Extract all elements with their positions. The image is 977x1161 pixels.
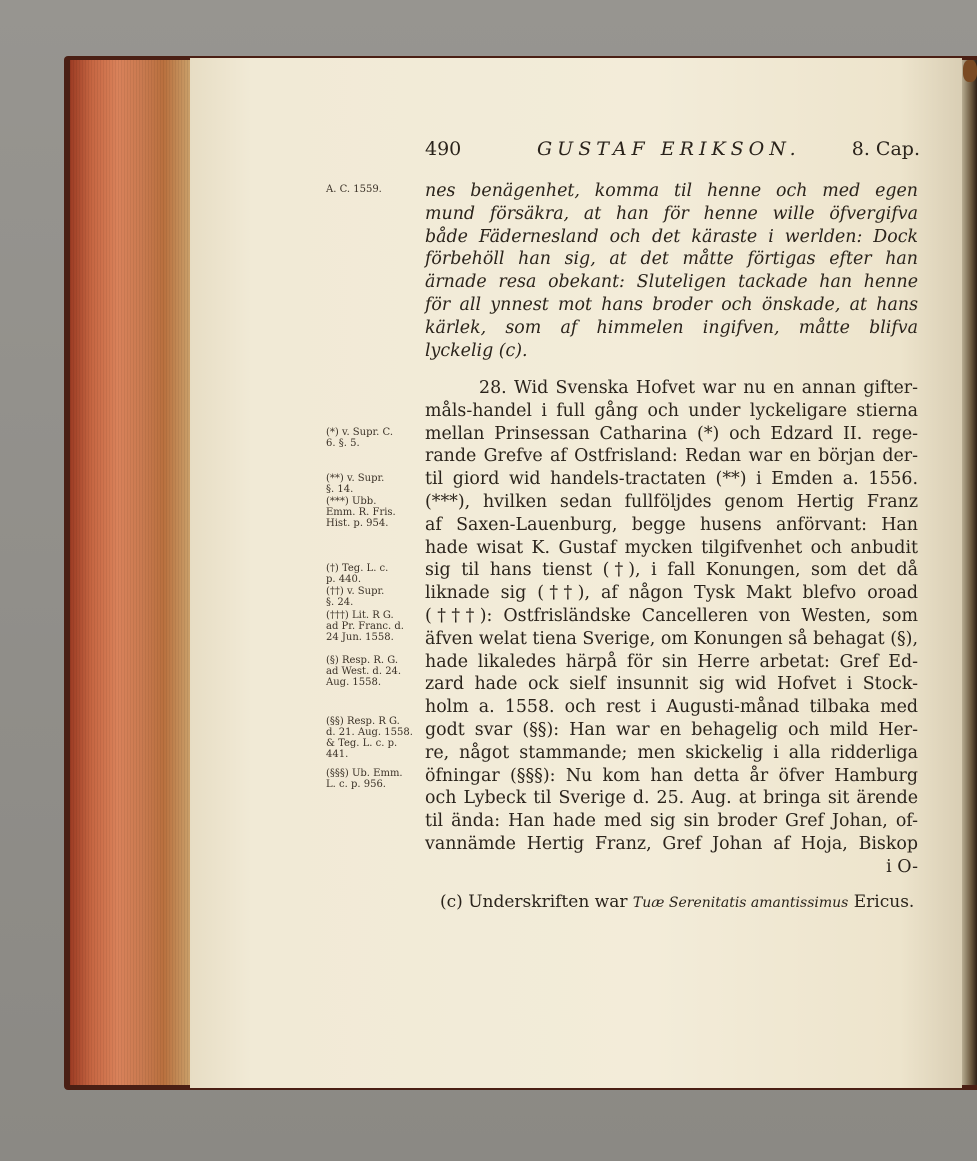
text-line: mellan Prinsessan Catharina (*) och Edzard II. rege- xyxy=(425,423,918,444)
page-number: 490 xyxy=(425,138,462,160)
paragraph-italic xyxy=(425,180,918,362)
margin-note: (†††) Lit. R G. ad Pr. Franc. d. 24 Jun. 1558. xyxy=(326,610,404,643)
chapter-label: 8. Cap. xyxy=(851,138,920,160)
margin-note: (††) v. Supr. §. 24. xyxy=(326,586,385,608)
footnote xyxy=(440,892,920,912)
clasp-mark xyxy=(963,60,977,82)
text-line: zard hade ock sielf insunnit sig wid Hofvet i Stock- xyxy=(425,674,918,695)
text-line: (†††): Ostfrisländske Cancelleren von Westen, som xyxy=(425,605,918,626)
footnote-text: Underskriften war xyxy=(468,892,628,912)
text-line: til giord wid handels-tractaten (**) i Emden a. 1556. xyxy=(425,469,918,490)
footnote-signature: Ericus. xyxy=(853,892,915,912)
text-line: 28. Wid Svenska Hofvet war nu en annan gifter- xyxy=(479,378,918,398)
page-header xyxy=(425,138,920,164)
text-line: måls-handel i full gång och under lyckeligare stierna xyxy=(425,400,918,421)
text-line: godt svar (§§): Han war en behagelig och mild Her- xyxy=(425,719,918,740)
margin-note: (**) v. Supr. §. 14. xyxy=(326,473,385,495)
margin-note: (***) Ubb. Emm. R. Fris. Hist. p. 954. xyxy=(326,496,396,529)
text-line: förbehöll han sig, at det måtte förtigas efter han xyxy=(425,249,918,270)
margin-note: (§§) Resp. R G. d. 21. Aug. 1558. & Teg. L. c. p. 441. xyxy=(326,716,413,760)
text-line: hade likaledes härpå för sin Herre arbetat: Gref Ed- xyxy=(425,651,918,672)
margin-note: (§§§) Ub. Emm. L. c. p. 956. xyxy=(326,768,403,790)
text-line: re, något stammande; men skickelig i alla ridderliga xyxy=(425,742,918,763)
page-edges xyxy=(70,60,190,1085)
text-line: kärlek, som af himmelen ingifven, måtte blifva xyxy=(425,317,918,338)
text-line: ärnade resa obekant: Sluteligen tackade han henne xyxy=(425,272,918,293)
paragraph-28 xyxy=(425,377,918,879)
margin-note: (†) Teg. L. c. p. 440. xyxy=(326,563,389,585)
text-line: öfningar (§§§): Nu kom han detta år öfver Hamburg xyxy=(425,765,918,786)
facing-page-edge xyxy=(962,60,977,1085)
margin-note: (§) Resp. R. G. ad West. d. 24. Aug. 1558. xyxy=(326,655,402,688)
text-line: vannämde Hertig Franz, Gref Johan af Hoja, Biskop xyxy=(425,833,918,854)
text-line: mund försäkra, at han för henne wille öfvergifva xyxy=(425,203,918,224)
text-line: af Saxen-Lauenburg, begge husens anförvant: Han xyxy=(425,514,918,535)
text-line: både Fädernesland och det käraste i werlden: Dock xyxy=(425,226,918,247)
catchword: i O- xyxy=(886,856,918,877)
text-line: äfven welat tiena Sverige, om Konungen så behagat (§), xyxy=(425,628,918,649)
footnote-mark: (c) xyxy=(440,892,463,912)
text-line: nes benägenhet, komma til henne och med egen xyxy=(425,181,918,201)
text-line: lyckelig (c). xyxy=(425,340,528,361)
text-line: hade wisat K. Gustaf mycken tilgifvenhet och anbudit xyxy=(425,537,918,558)
text-line: och Lybeck til Sverige d. 25. Aug. at bringa sit ärende xyxy=(425,788,918,809)
text-line: sig til hans tienst (†), i fall Konungen, som det då xyxy=(425,560,918,581)
text-line: liknade sig (††), af någon Tysk Makt blefvo oroad xyxy=(425,583,918,604)
text-line: (***), hvilken sedan fullföljdes genom Hertig Franz xyxy=(425,491,918,512)
margin-note-year: A. C. 1559. xyxy=(326,184,382,195)
margin-note: (*) v. Supr. C. 6. §. 5. xyxy=(326,427,394,449)
text-line: til ända: Han hade med sig sin broder Gref Johan, of- xyxy=(425,811,918,832)
text-line: holm a. 1558. och rest i Augusti-månad tilbaka med xyxy=(425,697,918,718)
text-line: för all ynnest mot hans broder och önskade, at hans xyxy=(425,294,918,315)
footnote-italic: Tuæ Serenitatis amantissimus xyxy=(632,895,849,911)
text-line: rande Grefve af Ostfrisland: Redan war en början der- xyxy=(425,446,918,467)
running-title: GUSTAF ERIKSON. xyxy=(537,138,801,160)
